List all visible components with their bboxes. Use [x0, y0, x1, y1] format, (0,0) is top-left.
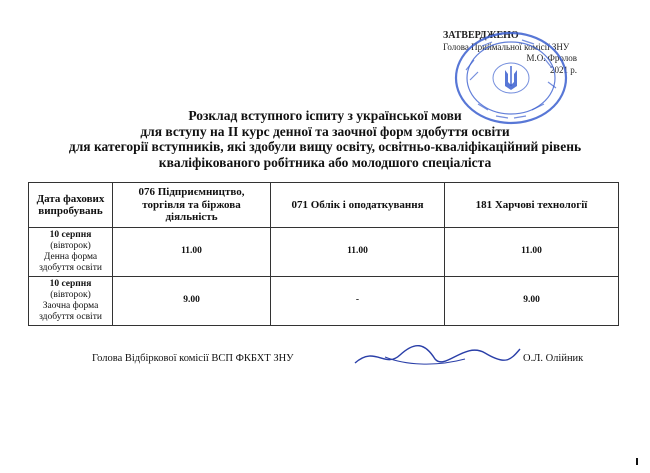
header-specialty-071: 071 Облік і оподаткування — [271, 183, 445, 228]
table-header-row — [29, 183, 619, 228]
title-line-2: для вступу на II курс денної та заочної форм здобуття освіти — [140, 123, 510, 139]
row-time-181: 11.00 — [445, 228, 619, 277]
row-study-form: Заочна форма здобуття освіти — [39, 301, 102, 322]
approval-heading: ЗАТВЕРДЖЕНО — [443, 30, 519, 41]
title-line-4: кваліфікованого робітника або молодшого спеціаліста — [158, 154, 492, 170]
row-time-076: 9.00 — [113, 277, 271, 326]
row-date: 10 серпня — [49, 230, 92, 240]
row-date: 10 серпня — [49, 279, 92, 289]
row-weekday: (вівторок) — [50, 290, 91, 300]
row-time-071: 11.00 — [271, 228, 445, 277]
row-date-cell — [29, 277, 113, 326]
table-row — [29, 228, 619, 277]
exam-schedule-table — [28, 182, 619, 326]
row-date-cell — [29, 228, 113, 277]
document-title — [20, 108, 630, 170]
row-study-form: Денна форма здобуття освіти — [39, 252, 102, 273]
approval-signer-name: М.О. Фролов — [526, 53, 577, 63]
handwritten-signature-icon — [345, 335, 525, 375]
row-time-076: 11.00 — [113, 228, 271, 277]
header-specialty-181: 181 Харчові технології — [445, 183, 619, 228]
title-line-3: для категорії вступників, які здобули вищу освіту, освітньо-кваліфікаційний рівень — [68, 139, 582, 154]
footer-commission-head: Голова Відбіркової комісії ВСП ФКБХТ ЗНУ — [92, 353, 294, 364]
page-edge-mark — [636, 458, 638, 465]
approval-year: 2021 р. — [550, 64, 577, 75]
header-specialty-076: 076 Підприємництво, торгівля та біржова діяльність — [113, 183, 271, 228]
header-date: Дата фахових випробувань — [29, 183, 113, 228]
approval-line-1: Голова Приймальної комісії ЗНУ — [443, 41, 570, 52]
title-line-1: Розклад вступного іспиту з української мови — [188, 108, 462, 123]
row-weekday: (вівторок) — [50, 241, 91, 251]
footer-signer-name: О.Л. Олійник — [523, 353, 584, 364]
table-row — [29, 277, 619, 326]
row-time-181: 9.00 — [445, 277, 619, 326]
row-time-071: - — [271, 277, 445, 326]
